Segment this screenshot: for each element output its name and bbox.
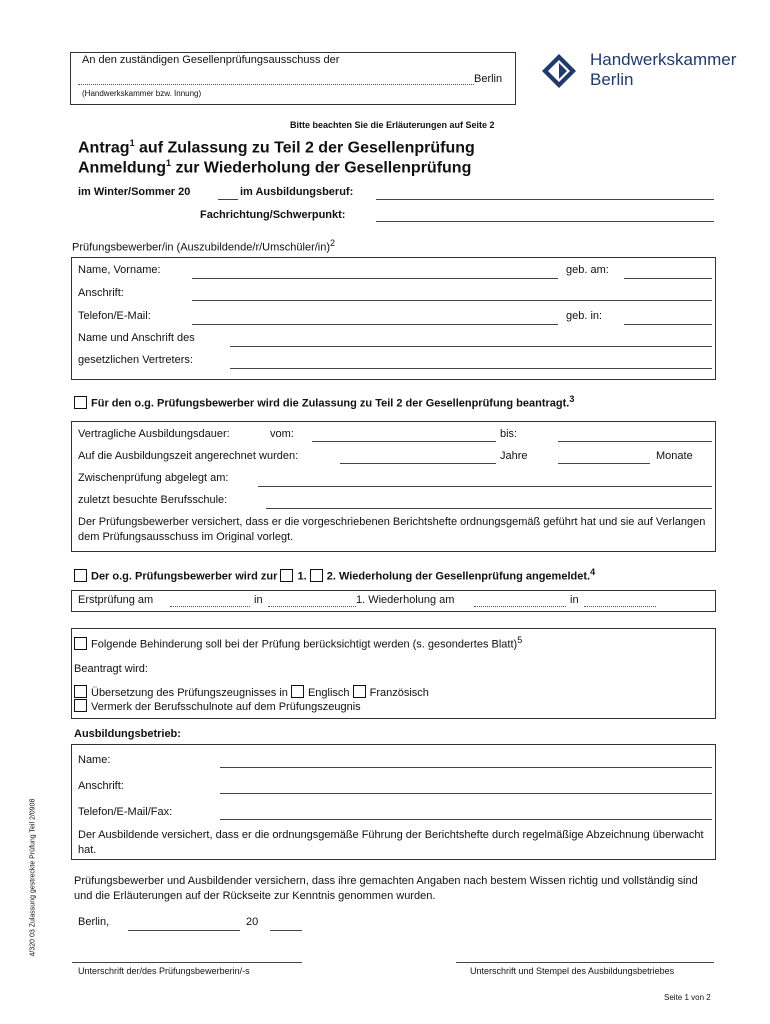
vom-label: vom: [270, 428, 294, 440]
beruf-field[interactable] [376, 199, 714, 200]
wiederholung-am-label: 1. Wiederholung am [356, 594, 455, 606]
englisch-label: Englisch [307, 687, 350, 699]
fachrichtung-field[interactable] [376, 221, 714, 222]
signature-right-line[interactable] [456, 962, 714, 963]
betrieb-telefon-field[interactable] [220, 819, 712, 820]
beruf-label: im Ausbildungsberuf: [240, 186, 354, 198]
wiederholung-checkbox[interactable] [74, 569, 87, 582]
second-repeat-checkbox[interactable] [310, 569, 323, 582]
franzoesisch-label: Französisch [369, 687, 429, 699]
betrieb-name-field[interactable] [220, 767, 712, 768]
vermerk-checkbox[interactable] [74, 699, 87, 712]
berichtsheft-text: Der Prüfungsbewerber versichert, dass er die vorgeschriebenen Berichtshefte ordnungsgemäß geführt hat und sie auf Verlangen dem Prüfungsausschuss im Original vorlegt. [78, 516, 706, 543]
anschrift-field[interactable] [192, 300, 712, 301]
wiederholung-label-b: 2. Wiederholung der Gesellenprüfung angemeldet. [326, 570, 591, 583]
place-year: 20 [246, 916, 259, 928]
geb-am-label: geb. am: [566, 264, 609, 276]
title-sup: 1 [129, 138, 135, 148]
name-field[interactable] [192, 278, 558, 279]
vom-field[interactable] [312, 441, 496, 442]
erstpruefung-field[interactable] [170, 594, 250, 607]
vermerk-row [74, 699, 361, 713]
betrieb-anschrift-label: Anschrift: [78, 780, 124, 792]
behinderung-row [74, 635, 522, 651]
page-number: Seite 1 von 2 [664, 993, 711, 1002]
title-line2 [78, 158, 471, 177]
declaration-text: Prüfungsbewerber und Ausbildender versichern, dass ihre gemachten Angaben nach bestem Wissen richtig und vollständig sind und die Erläuterungen auf der Rückseite zur Kenntnis genommen wurden. [74, 875, 698, 902]
jahre-field[interactable] [340, 463, 496, 464]
bis-field[interactable] [558, 441, 712, 442]
signature-left-label: Unterschrift der/des Prüfungsbewerberin/-s [78, 966, 250, 976]
title-zulassung: auf Zulassung zu Teil 2 der Gesellenprüfung [134, 139, 475, 157]
address-recipient-label: An den zuständigen Gesellenprüfungsausschuss der [82, 54, 340, 66]
title-wiederholung: zur Wiederholung der Gesellenprüfung [171, 159, 472, 177]
wiederholung-sup: 4 [590, 567, 596, 577]
uebersetzung-row [74, 685, 429, 699]
betrieb-name-label: Name: [78, 754, 111, 766]
zulassung-row [74, 394, 574, 410]
geb-am-field[interactable] [624, 278, 712, 279]
telefon-field[interactable] [192, 324, 558, 325]
zulassung-label: Für den o.g. Prüfungsbewerber wird die Zulassung zu Teil 2 der Gesellenprüfung beantragt. [91, 397, 570, 410]
behinderung-label: Folgende Behinderung soll bei der Prüfung berücksichtigt werden (s. gesondertes Blatt) [91, 638, 518, 651]
englisch-checkbox[interactable] [291, 685, 304, 698]
hwk-logo-icon [540, 52, 578, 90]
betrieb-versichert-text: Der Ausbildende versichert, dass er die ordnungsgemäße Führung der Berichtshefte durch regelmäßige Abzeichnung überwacht hat. [78, 829, 704, 856]
erstpruefung-label: Erstprüfung am [78, 594, 154, 606]
in-label-1: in [254, 594, 263, 606]
zulassung-checkbox[interactable] [74, 396, 87, 409]
wiederholung-row [74, 567, 595, 583]
first-repeat-label: 1. [297, 570, 307, 583]
fachrichtung-label: Fachrichtung/Schwerpunkt: [200, 209, 346, 221]
bis-label: bis: [500, 428, 518, 440]
geb-in-label: geb. in: [566, 310, 603, 322]
hint-text: Bitte beachten Sie die Erläuterungen auf Seite 2 [290, 120, 495, 130]
title-line1 [78, 138, 475, 157]
in-field-2[interactable] [584, 594, 656, 607]
applicant-heading [72, 238, 335, 254]
dauer-label: Vertragliche Ausbildungsdauer: [78, 428, 230, 440]
first-repeat-checkbox[interactable] [280, 569, 293, 582]
behinderung-sup: 5 [517, 635, 523, 645]
monate-label: Monate [656, 450, 693, 462]
title-sup: 1 [166, 158, 172, 168]
side-note: 4/320 03 Zulassung gestreckte Prüfung Teil 2/0908 [29, 798, 37, 957]
address-note: (Handwerkskammer bzw. Innung) [82, 89, 202, 98]
monate-field[interactable] [558, 463, 650, 464]
in-field-1[interactable] [268, 594, 356, 607]
zwischen-label: Zwischenprüfung abgelegt am: [78, 472, 229, 484]
schule-label: zuletzt besuchte Berufsschule: [78, 494, 228, 506]
address-field-line[interactable] [78, 84, 474, 85]
applicant-heading-text: Prüfungsbewerber/in (Auszubildende/r/Umschüler/in) [72, 241, 331, 254]
telefon-label: Telefon/E-Mail: [78, 310, 151, 322]
schule-field[interactable] [266, 508, 712, 509]
wiederholung-label-a: Der o.g. Prüfungsbewerber wird zur [91, 570, 278, 583]
logo-text-line1: Handwerkskammer [590, 50, 737, 69]
in-label-2: in [570, 594, 579, 606]
betrieb-heading: Ausbildungsbetrieb: [74, 728, 181, 740]
zwischen-field[interactable] [258, 486, 712, 487]
signature-left-line[interactable] [72, 962, 302, 963]
beantragt-label: Beantragt wird: [74, 663, 148, 675]
uebersetzung-checkbox[interactable] [74, 685, 87, 698]
vertreter-field-2[interactable] [230, 368, 712, 369]
signature-right-label: Unterschrift und Stempel des Ausbildungsbetriebes [470, 966, 675, 976]
logo-text-line2: Berlin [590, 70, 634, 89]
title-antrag: Antrag [78, 139, 130, 157]
title-anmeldung: Anmeldung [78, 159, 166, 177]
geb-in-field[interactable] [624, 324, 712, 325]
date-field[interactable] [128, 930, 240, 931]
applicant-heading-sup: 2 [330, 238, 336, 248]
vertreter-label-2: gesetzlichen Vertreters: [78, 354, 193, 366]
wiederholung-am-field[interactable] [474, 594, 566, 607]
vertreter-field-1[interactable] [230, 346, 712, 347]
uebersetzung-label: Übersetzung des Prüfungszeugnisses in [91, 687, 288, 699]
zulassung-sup: 3 [569, 394, 575, 404]
jahre-label: Jahre [500, 450, 528, 462]
name-label: Name, Vorname: [78, 264, 161, 276]
season-label: im Winter/Sommer 20 [78, 186, 191, 198]
address-city-label: Berlin [474, 73, 503, 85]
franzoesisch-checkbox[interactable] [353, 685, 366, 698]
vermerk-label: Vermerk der Berufsschulnote auf dem Prüfungszeugnis [91, 701, 361, 713]
season-year-field[interactable] [218, 199, 238, 200]
angerechnet-label: Auf die Ausbildungszeit angerechnet wurden: [78, 450, 299, 462]
anschrift-label: Anschrift: [78, 287, 124, 299]
behinderung-checkbox[interactable] [74, 637, 87, 650]
betrieb-telefon-label: Telefon/E-Mail/Fax: [78, 806, 173, 818]
vertreter-label-1: Name und Anschrift des [78, 332, 195, 344]
year-field[interactable] [270, 930, 302, 931]
place-city: Berlin, [78, 916, 110, 928]
betrieb-anschrift-field[interactable] [220, 793, 712, 794]
